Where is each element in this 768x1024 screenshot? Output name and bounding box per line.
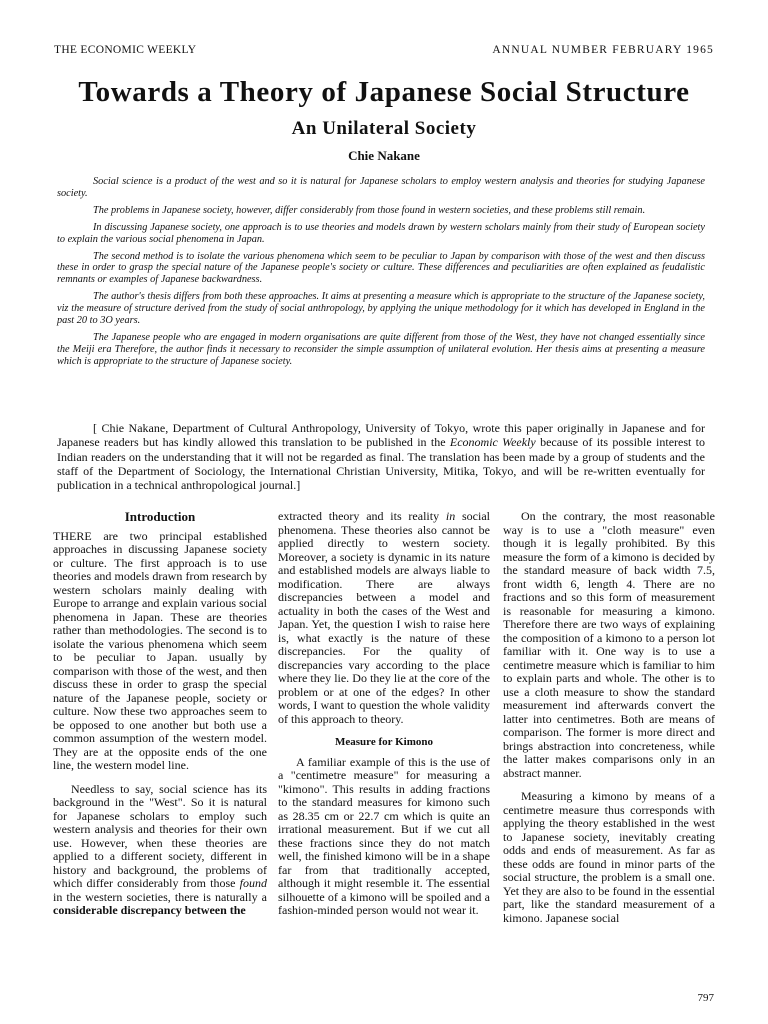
editor-note-text: [ Chie Nakane, Department of Cultural Anthropology, University of Tokyo, wrote this paper originally in Japanese and for Japanese readers but has kindly allowed this translation to be published in the bbox=[57, 421, 705, 450]
page-number: 797 bbox=[697, 992, 714, 1004]
abstract-paragraph: The author's thesis differs from both these approaches. It aims at presenting a measure which is appropriate to the structure of the Japanese society, viz the measure of structure derived from the study of social anthropology, by applying the unique methodology for it which has developed in England in the past 20 to 3O years. bbox=[57, 291, 705, 327]
abstract-paragraph: The second method is to isolate the various phenomena which seem to be peculiar to Japan by comparison with those of the west and then discuss these in order to grasp the special nature of the Japanese people's society or culture. These differences and peculiarities are often explained as feudalistic remnants or examples of Japanese backwardness. bbox=[57, 250, 705, 286]
section-heading-introduction: Introduction bbox=[124, 509, 196, 524]
body-text: extracted theory and its reality bbox=[278, 509, 446, 523]
editor-note bbox=[57, 421, 705, 492]
article-subtitle: An Unilateral Society bbox=[291, 118, 477, 139]
column-2 bbox=[278, 510, 490, 928]
body-text: Needless to say, social science has its background in the "West". So it is natural for Japanese scholars to employ such western analysis and theories for their own use. However, when these theories are applied to a different society, different in history and background, the problems of which differ considerably from those bbox=[53, 781, 267, 890]
article-author: Chie Nakane bbox=[348, 148, 420, 163]
body-text: considerable discrepancy between the bbox=[53, 903, 246, 917]
publication-name: THE ECONOMIC WEEKLY bbox=[54, 44, 197, 56]
body-paragraph: Measuring a kimono by means of a centimetre measure thus corresponds with applying the theory established in the west to Japanese society, inevitably creating odds and ends of measurement. As far as these odds are found in minor parts of the social structure, the problem is a small one. Yet they are also to be found in the essential part, like the standard measurement of a kimono. Japanese social bbox=[503, 789, 715, 925]
body-text: found bbox=[239, 876, 267, 890]
abstract bbox=[57, 176, 705, 373]
body-paragraph: A familiar example of this is the use of a "centimetre measure" for measuring a "kimono". This results in adding fractions to the standard measures for kimono such as 28.35 cm or 22.7 cm which is quite an irrational measurement. But if we cut all these fractions since they do not match well, the finished kimono will be in a shape far from that traditionally accepted, although it might resemble it. The essential silhouette of a kimono will be spoiled and a fashion-minded person would not wear it. bbox=[278, 754, 490, 917]
journal-name: Economic Weekly bbox=[449, 435, 536, 450]
issue-label: ANNUAL NUMBER FEBRUARY 1965 bbox=[492, 44, 714, 56]
body-paragraph bbox=[53, 783, 267, 918]
body-text: in the western societies, there is naturally a bbox=[53, 889, 267, 904]
abstract-paragraph: In discussing Japanese society, one approach is to use theories and models drawn by western scholars mainly from their study of European society to explain the various social phenomena in Japan. bbox=[57, 221, 705, 245]
column-1 bbox=[53, 510, 267, 928]
abstract-paragraph: The problems in Japanese society, however, differ considerably from those found in western societies, and these problems still remain. bbox=[93, 204, 646, 216]
body-text: in bbox=[445, 509, 456, 523]
abstract-paragraph: The Japanese people who are engaged in modern organisations are quite different from those of the West, they have not changed essentially since the Meiji era Therefore, the author finds it necessary to reconsider the simple assumption of unilateral evolution. Her thesis aims at presenting a measure which is appropriate to the structure of Japanese society. bbox=[57, 331, 705, 367]
abstract-paragraph: Social science is a product of the west and so it is natural for Japanese scholars to employ western analysis and theories for studying Japanese society. bbox=[57, 176, 705, 199]
section-heading-measure-for-kimono: Measure for Kimono bbox=[335, 736, 433, 748]
body-text: social phenomena. These theories also cannot be applied directly to western society. Moreover, a society is dynamic in its nature and established models are always liable to modification. There are always discrepancies between a model and actuality in both the cases of the West and Japan. Yet, the question I wish to raise here is, what exactly is the nature of these discrepancies. For the quality of discrepancies vary according to the place where they lie. Do they lie at the core of the problem or at one of the edges? In other words, I want to question the whole validity of this approach to theory. bbox=[278, 509, 490, 726]
article-title: Towards a Theory of Japanese Social Structure bbox=[78, 76, 690, 108]
body-paragraph: On the contrary, the most reasonable way is to use a "cloth measure" even though it is legally prohibited. By this measure the form of a kimono is decided by the standard measure of back width 7.5, front width 6, length 4. There are no fractions and so this form of measurement is reasonable for measuring a kimono. Therefore there are two ways of explaining the composition of a kimono to a person lot familiar with it. One way is to use a centimetre measure which is familiar to him to explain parts and whole. The other is to use a cloth measure to show the standard measurement ind afterwards convert the latter into centimetres. Both are means of comparison. The former is more direct and brings abstraction into concreteness, while the latter makes comparisons only in an abstract manner. bbox=[503, 509, 715, 780]
editor-note-text: because of its possible interest to Indian readers on the understanding that it will not be regarded as final. The translation has been made by a group of students and the staff of the Department of Sociology, the International Christian University, Mitika, Tokyo, and will be re-written eventually for publication in a technical anthropological journal.] bbox=[57, 435, 706, 493]
body-paragraph: THERE are two principal established approaches in discussing Japanese society or culture. The first approach is to use theories and models drawn from research by western scholars mainly dealing with Europe to arrange and explain various social phenomena in Japan. These are theories rather than methodologies. The second is to isolate the various phenomena which seem to be peculiar to Japan. usually by comparison with those of the west, and then discuss these in order to grasp the special nature of the Japanese people, society or culture. Now these two approaches seem to be opposed to one another but both use a common assumption of the western model. They are at the opposite ends of the one line, the western model line. bbox=[53, 528, 267, 772]
column-3 bbox=[503, 510, 715, 935]
body-paragraph bbox=[278, 510, 490, 726]
